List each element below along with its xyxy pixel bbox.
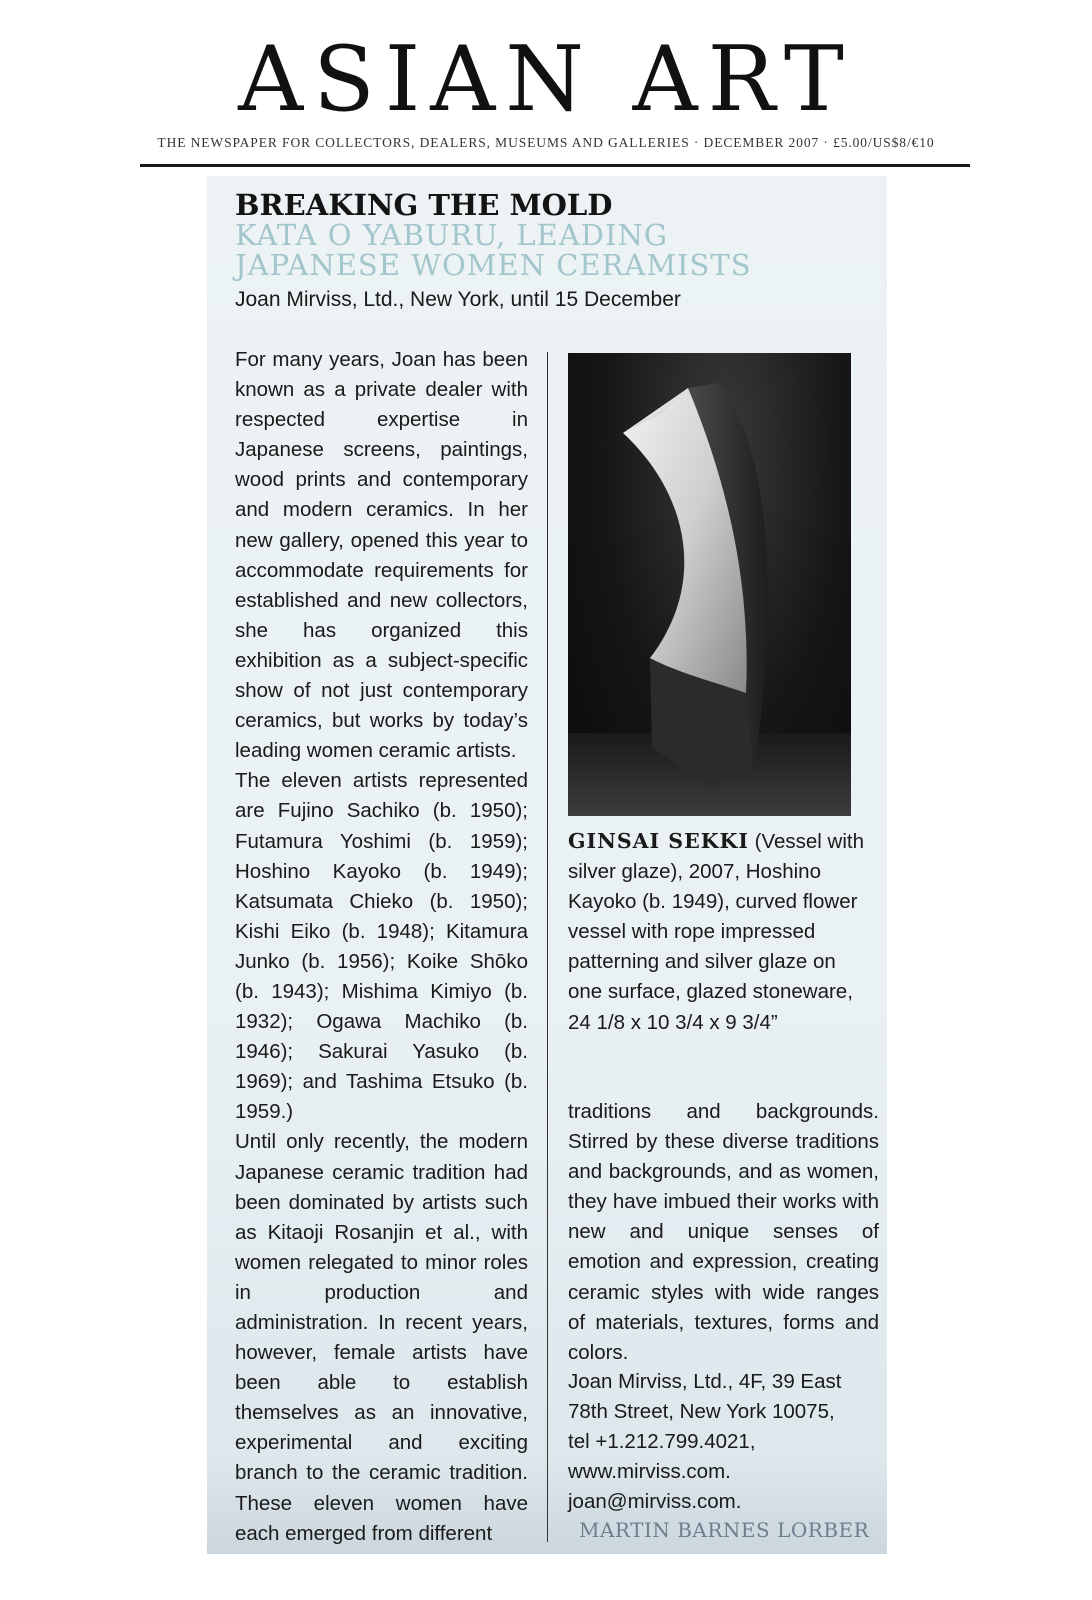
author-credit: MARTIN BARNES LORBER [579,1518,870,1542]
article-headline: BREAKING THE MOLD [235,188,613,222]
body-paragraph: traditions and backgrounds. Stirred by these diverse traditions and backgrounds, and as women, they have imbued their works with new and unique senses of emotion and expression, creating ceramic styles with wide ranges of materials, textures, forms and colors. [568,1100,879,1364]
caption-title: GINSAI SEKKI [568,829,749,853]
left-column [235,345,528,1549]
masthead-tagline: THE NEWSPAPER FOR COLLECTORS, DEALERS, MUSEUMS AND GALLERIES · DECEMBER 2007 · £5.00/US$8/€10 [157,135,935,150]
masthead-title: ASIAN ART [238,27,854,132]
right-column [568,1097,879,1368]
article-subhead: KATA O YABURU, LEADING JAPANESE WOMEN CERAMISTS [235,218,752,282]
column-divider [547,352,548,1542]
contact-phone: tel +1.212.799.4021, [568,1430,756,1454]
body-paragraph: Until only recently, the modern Japanese ceramic tradition had been dominated by artists such as Kitaoji Rosanjin et al., with women relegated to minor roles in production and administration. In recent years, however, female artists have been able to establish themselves as an innovative, experimental and exciting branch to the ceramic tradition. These eleven women have each emerged from different [235,1130,528,1545]
photo-caption [568,826,868,1038]
contact-block [568,1367,888,1517]
artwork-photo [568,353,851,816]
article-venue: Joan Mirviss, Ltd., New York, until 15 December [235,288,681,311]
contact-website[interactable]: www.mirviss.com. [568,1460,731,1484]
contact-address-line: Joan Mirviss, Ltd., 4F, 39 East [568,1370,842,1393]
caption-text: (Vessel with silver glaze), 2007, Hoshino Kayoko (b. 1949), curved flower vessel with rope impressed patterning and silver glaze on one surface, glazed stoneware, 24 1/8 x 10 3/4 x 9 3/4” [568,830,865,1034]
contact-address-line: 78th Street, New York 10075, [568,1400,835,1424]
body-paragraph: For many years, Joan has been known as a private dealer with respected expertise in Japanese screens, paintings, wood prints and contemporary and modern ceramics. In her new gallery, opened this year to accommodate requirements for established and new collectors, she has organized this exhibition as a subject-specific show of not just contemporary ceramics, but works by today’s leading women ceramic artists. [235,348,528,763]
masthead-rule [140,164,970,167]
contact-email[interactable]: joan@mirviss.com. [568,1490,742,1514]
body-paragraph: The eleven artists represented are Fujino Sachiko (b. 1950); Futamura Yoshimi (b. 1959); Hoshino Kayoko (b. 1949); Katsumata Chieko (b. 1950); Kishi Eiko (b. 1948); Kitamura Junko (b. 1956); Koike Shōko (b. 1943); Mishima Kimiyo (b. 1932); Ogawa Machiko (b. 1946); Sakurai Yasuko (b. 1969); and Tashima Etsuko (b. 1959.) [235,769,528,1124]
